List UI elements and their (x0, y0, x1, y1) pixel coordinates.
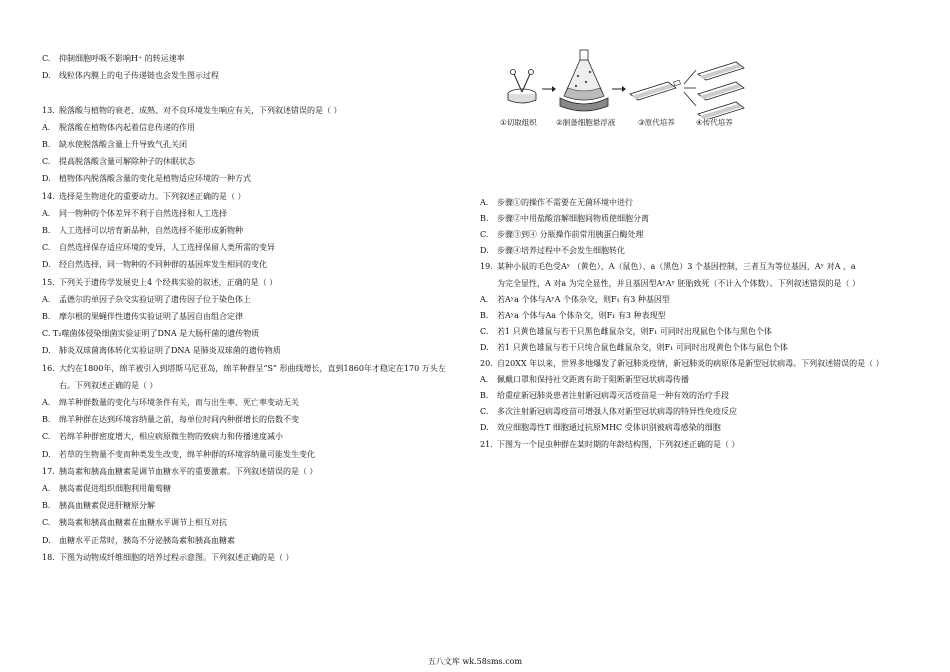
text-line (42, 467, 318, 477)
text-line (42, 209, 227, 219)
text-line (42, 432, 283, 442)
item-number: C. (42, 432, 51, 442)
text-line (480, 423, 721, 433)
text-line (42, 450, 315, 460)
item-text: 下图为动物成纤维细胞的培养过程示意图。下列叙述正确的是（ ） (59, 552, 294, 562)
item-number: D. (42, 449, 51, 459)
item-text: 脱落酸与植物的衰老、成熟、对不良环境发生响应有关，下列叙述错误的是（ ） (59, 105, 342, 115)
item-number: 20. (480, 359, 493, 368)
text-line (42, 398, 299, 408)
item-text: 右。下列叙述正确的是（ ） (59, 380, 158, 390)
item-number: D. (42, 260, 51, 270)
text-line (480, 407, 737, 417)
text-line (42, 415, 299, 425)
culture-bottle-icon (630, 80, 680, 100)
item-text: 为完全显性，A 对a 为完全显性，并且基因型AʸAʸ 胚胎致死（不计入个体数）。下列叙述错误的是（ ） (497, 278, 861, 288)
flask-icon (560, 50, 608, 111)
text-line (42, 140, 187, 150)
item-text: 经自然选择，同一物种的不同种群的基因库发生相同的变化 (59, 260, 267, 270)
item-number: A. (480, 198, 489, 207)
item-text: 自然选择保存适应环境的变异，人工选择保留人类所需的变异 (59, 243, 275, 253)
item-text: 若Aʸa 个体与Aa 个体杂交，则F₁ 有3 种表现型 (497, 310, 666, 320)
item-text: 步骤④培养过程中不会发生细胞转化 (497, 246, 625, 256)
petri-dish-icon (508, 70, 536, 104)
text-line (42, 553, 294, 563)
item-number: C. (42, 518, 51, 528)
item-number: C. (42, 243, 51, 253)
page-footer: 五八文库 wk.58sms.com (427, 657, 523, 666)
text-line (42, 295, 251, 305)
figure-caption-step1: ①切取组织 (500, 118, 537, 127)
item-number: D. (42, 174, 51, 184)
item-text: 肺炎双球菌离体转化实验证明了DNA 是肺炎双球菌的遗传物质 (59, 346, 281, 356)
text-line (42, 278, 277, 288)
item-text: 线粒体内膜上的电子传递链也会发生图示过程 (59, 71, 219, 81)
item-text: 若1 只黄色雄鼠与若干只黑色雌鼠杂交，则F₁ 可同时出现鼠色个体与黑色个体 (497, 326, 772, 336)
item-number: D. (42, 535, 51, 545)
item-number: C. T₂ (42, 329, 62, 339)
item-text: 给重症新冠肺炎患者注射新冠病毒灭活疫苗是一种有效的治疗手段 (497, 391, 729, 401)
item-text: 血糖水平正常时，胰岛不分泌胰岛素和胰高血糖素 (59, 535, 235, 545)
item-text: 若绵羊种群密度增大，相应病原微生物的致病力和传播速度减小 (59, 432, 283, 442)
text-line (480, 327, 772, 337)
item-text: 选择是生物进化的重要动力。下列叙述正确的是（ ） (59, 191, 246, 201)
item-number: D. (42, 346, 51, 356)
item-text: 植物体内脱落酸含量的变化是植物适应环境的一种方式 (59, 174, 251, 184)
item-text: 若草的生物量不变而种类发生改变，绵羊种群的环境容纳量可能发生变化 (59, 449, 315, 459)
item-text: 佩戴口罩和保持社交距离有助于阻断新型冠状病毒传播 (497, 375, 689, 385)
item-text: 步骤①的操作不需要在无菌环境中进行 (497, 198, 633, 207)
item-text: 某种小鼠的毛色受Aʸ （黄色）、A（鼠色）、a（黑色）3 个基因控制，三者互为等位基因，Aʸ 对A 、a (497, 262, 856, 272)
item-number: 18. (42, 552, 55, 562)
figure-caption-step3: ③原代培养 (638, 118, 675, 127)
text-line (42, 501, 155, 511)
text-line (42, 518, 227, 528)
item-text: 摩尔根的果蝇伴性遗传实验证明了基因自由组合定律 (59, 312, 243, 321)
culture-process-diagram (500, 44, 750, 119)
text-line (480, 311, 666, 321)
item-number: A. (42, 484, 51, 493)
item-text: 脱落酸在植物体内起着信息传递的作用 (59, 122, 195, 132)
item-number: B. (42, 226, 51, 235)
text-line (42, 536, 235, 546)
item-text: 孟德尔的单因子杂交实验证明了遗传因子位于染色体上 (59, 294, 251, 304)
item-text: 胰岛素和胰高血糖素是调节血糖水平的重要激素。下列叙述错误的是（ ） (59, 466, 318, 476)
item-text: 绵羊种群数量的变化与环境条件有关，而与出生率、死亡率变动无关 (59, 398, 299, 407)
item-number: C. (42, 54, 51, 63)
text-line (480, 440, 740, 450)
item-number: D. (480, 342, 489, 352)
text-line (480, 198, 633, 208)
text-line (42, 364, 446, 374)
text-line (480, 246, 625, 256)
item-text: 若Aʸa 个体与AʸA 个体杂交，则F₁ 有3 种基因型 (497, 294, 670, 304)
item-number: D. (480, 423, 489, 433)
item-text: 同一物种的个体差异不利于自然选择和人工选择 (59, 208, 227, 218)
item-number: B. (480, 391, 489, 401)
text-line (42, 88, 59, 98)
item-number: 17. (42, 466, 55, 476)
item-number: A. (42, 208, 51, 218)
item-text: 缺水使脱落酸含量上升导致气孔关闭 (59, 140, 187, 149)
item-number: B. (42, 140, 51, 149)
item-text: 提高脱落酸含量可解除种子的休眠状态 (59, 157, 195, 167)
text-line (42, 157, 195, 167)
item-text: 效应细胞毒性T 细胞通过抗原MHC 受体识别被病毒感染的细胞 (497, 423, 721, 433)
item-number: B. (42, 415, 51, 425)
text-line (480, 230, 644, 240)
item-number: 15. (42, 277, 55, 287)
figure-caption-step4: ④传代培养 (696, 118, 733, 127)
text-line (480, 375, 689, 385)
item-number: C. (480, 230, 489, 240)
item-number: A. (42, 398, 51, 407)
item-number: 19. (480, 262, 493, 272)
item-text: 大约在1800年，绵羊被引入到塔斯马尼亚岛，绵羊种群呈“S” 形曲线增长，直到1860年才稳定在170 万头左 (59, 363, 446, 373)
text-line (42, 174, 251, 184)
item-number: C. (42, 157, 51, 167)
item-number: B. (480, 214, 489, 224)
item-number: 13. (42, 105, 55, 115)
item-number: B. (42, 501, 51, 511)
item-text: 自20XX 年以来，世界多地爆发了新冠肺炎疫情，新冠肺炎的病原体是新型冠状病毒。下列叙述错误的是（ ） (497, 359, 884, 368)
text-line (42, 243, 275, 253)
item-number: C. (480, 407, 489, 417)
item-text: 多次注射新冠病毒疫苗可增强人体对新型冠状病毒的特异性免疫反应 (497, 407, 737, 417)
item-number: A. (42, 294, 51, 304)
text-line (42, 346, 281, 356)
item-text: 步骤③到④ 分瓶操作前常用胰蛋白酶处理 (497, 230, 644, 240)
text-line (42, 226, 243, 236)
item-text: 若1 只黄色雄鼠与若干只纯合鼠色雌鼠杂交，则F₁ 可同时出现黄色个体与鼠色个体 (497, 342, 788, 352)
text-line (42, 106, 342, 116)
figure-caption-step2: ②制备细胞悬浮液 (556, 118, 616, 127)
text-line (42, 192, 246, 202)
text-line (42, 312, 243, 322)
item-number: D. (42, 71, 51, 81)
text-line (480, 343, 788, 353)
text-line (480, 359, 884, 369)
item-text: 绵羊种群在达到环境容纳量之前，每单位时间内种群增长的倍数不变 (59, 415, 299, 425)
text-line (42, 54, 185, 64)
text-line (480, 279, 860, 289)
item-number: A. (480, 375, 489, 385)
item-number: D. (480, 246, 489, 256)
item-number: C. (480, 326, 489, 336)
item-text: 下图为一个昆虫种群在某时期的年龄结构图，下列叙述正确的是（ ） (497, 439, 740, 449)
item-number: B. (42, 312, 51, 321)
item-text: 胰岛素促进组织细胞利用葡萄糖 (59, 484, 171, 493)
item-number: A. (480, 294, 489, 304)
item-text: 抑制细胞呼吸不影响H⁺ 的转运速率 (59, 54, 185, 63)
text-line (42, 260, 267, 270)
item-number: 14. (42, 191, 55, 201)
item-text: 下列关于遗传学发展史上4 个经典实验的叙述，正确的是（ ） (59, 277, 278, 287)
item-text: 人工选择可以培育新品种，自然选择不能形成新物种 (59, 226, 243, 235)
item-number: A. (42, 122, 51, 132)
passage-bottles-icon (698, 62, 744, 119)
text-line (42, 484, 171, 494)
text-line (42, 123, 195, 133)
item-text: 步骤②中用盐酸溶解细胞间物质使细胞分离 (497, 214, 649, 224)
text-line (480, 391, 729, 401)
cell-culture-figure (500, 44, 750, 139)
item-number: B. (480, 310, 489, 320)
text-line (480, 262, 856, 272)
text-line (42, 329, 259, 339)
item-text: 噬菌体侵染细菌实验证明了DNA 是大肠杆菌的遗传物质 (61, 329, 260, 339)
text-line (42, 71, 219, 81)
item-number: 16. (42, 363, 55, 373)
text-line (480, 295, 670, 305)
text-line (42, 381, 158, 391)
item-text: 胰岛素和胰高血糖素在血糖水平调节上相互对抗 (59, 518, 227, 528)
text-line (480, 214, 649, 224)
item-text: 胰高血糖素促进肝糖原分解 (59, 501, 155, 511)
item-number: 21. (480, 439, 493, 449)
